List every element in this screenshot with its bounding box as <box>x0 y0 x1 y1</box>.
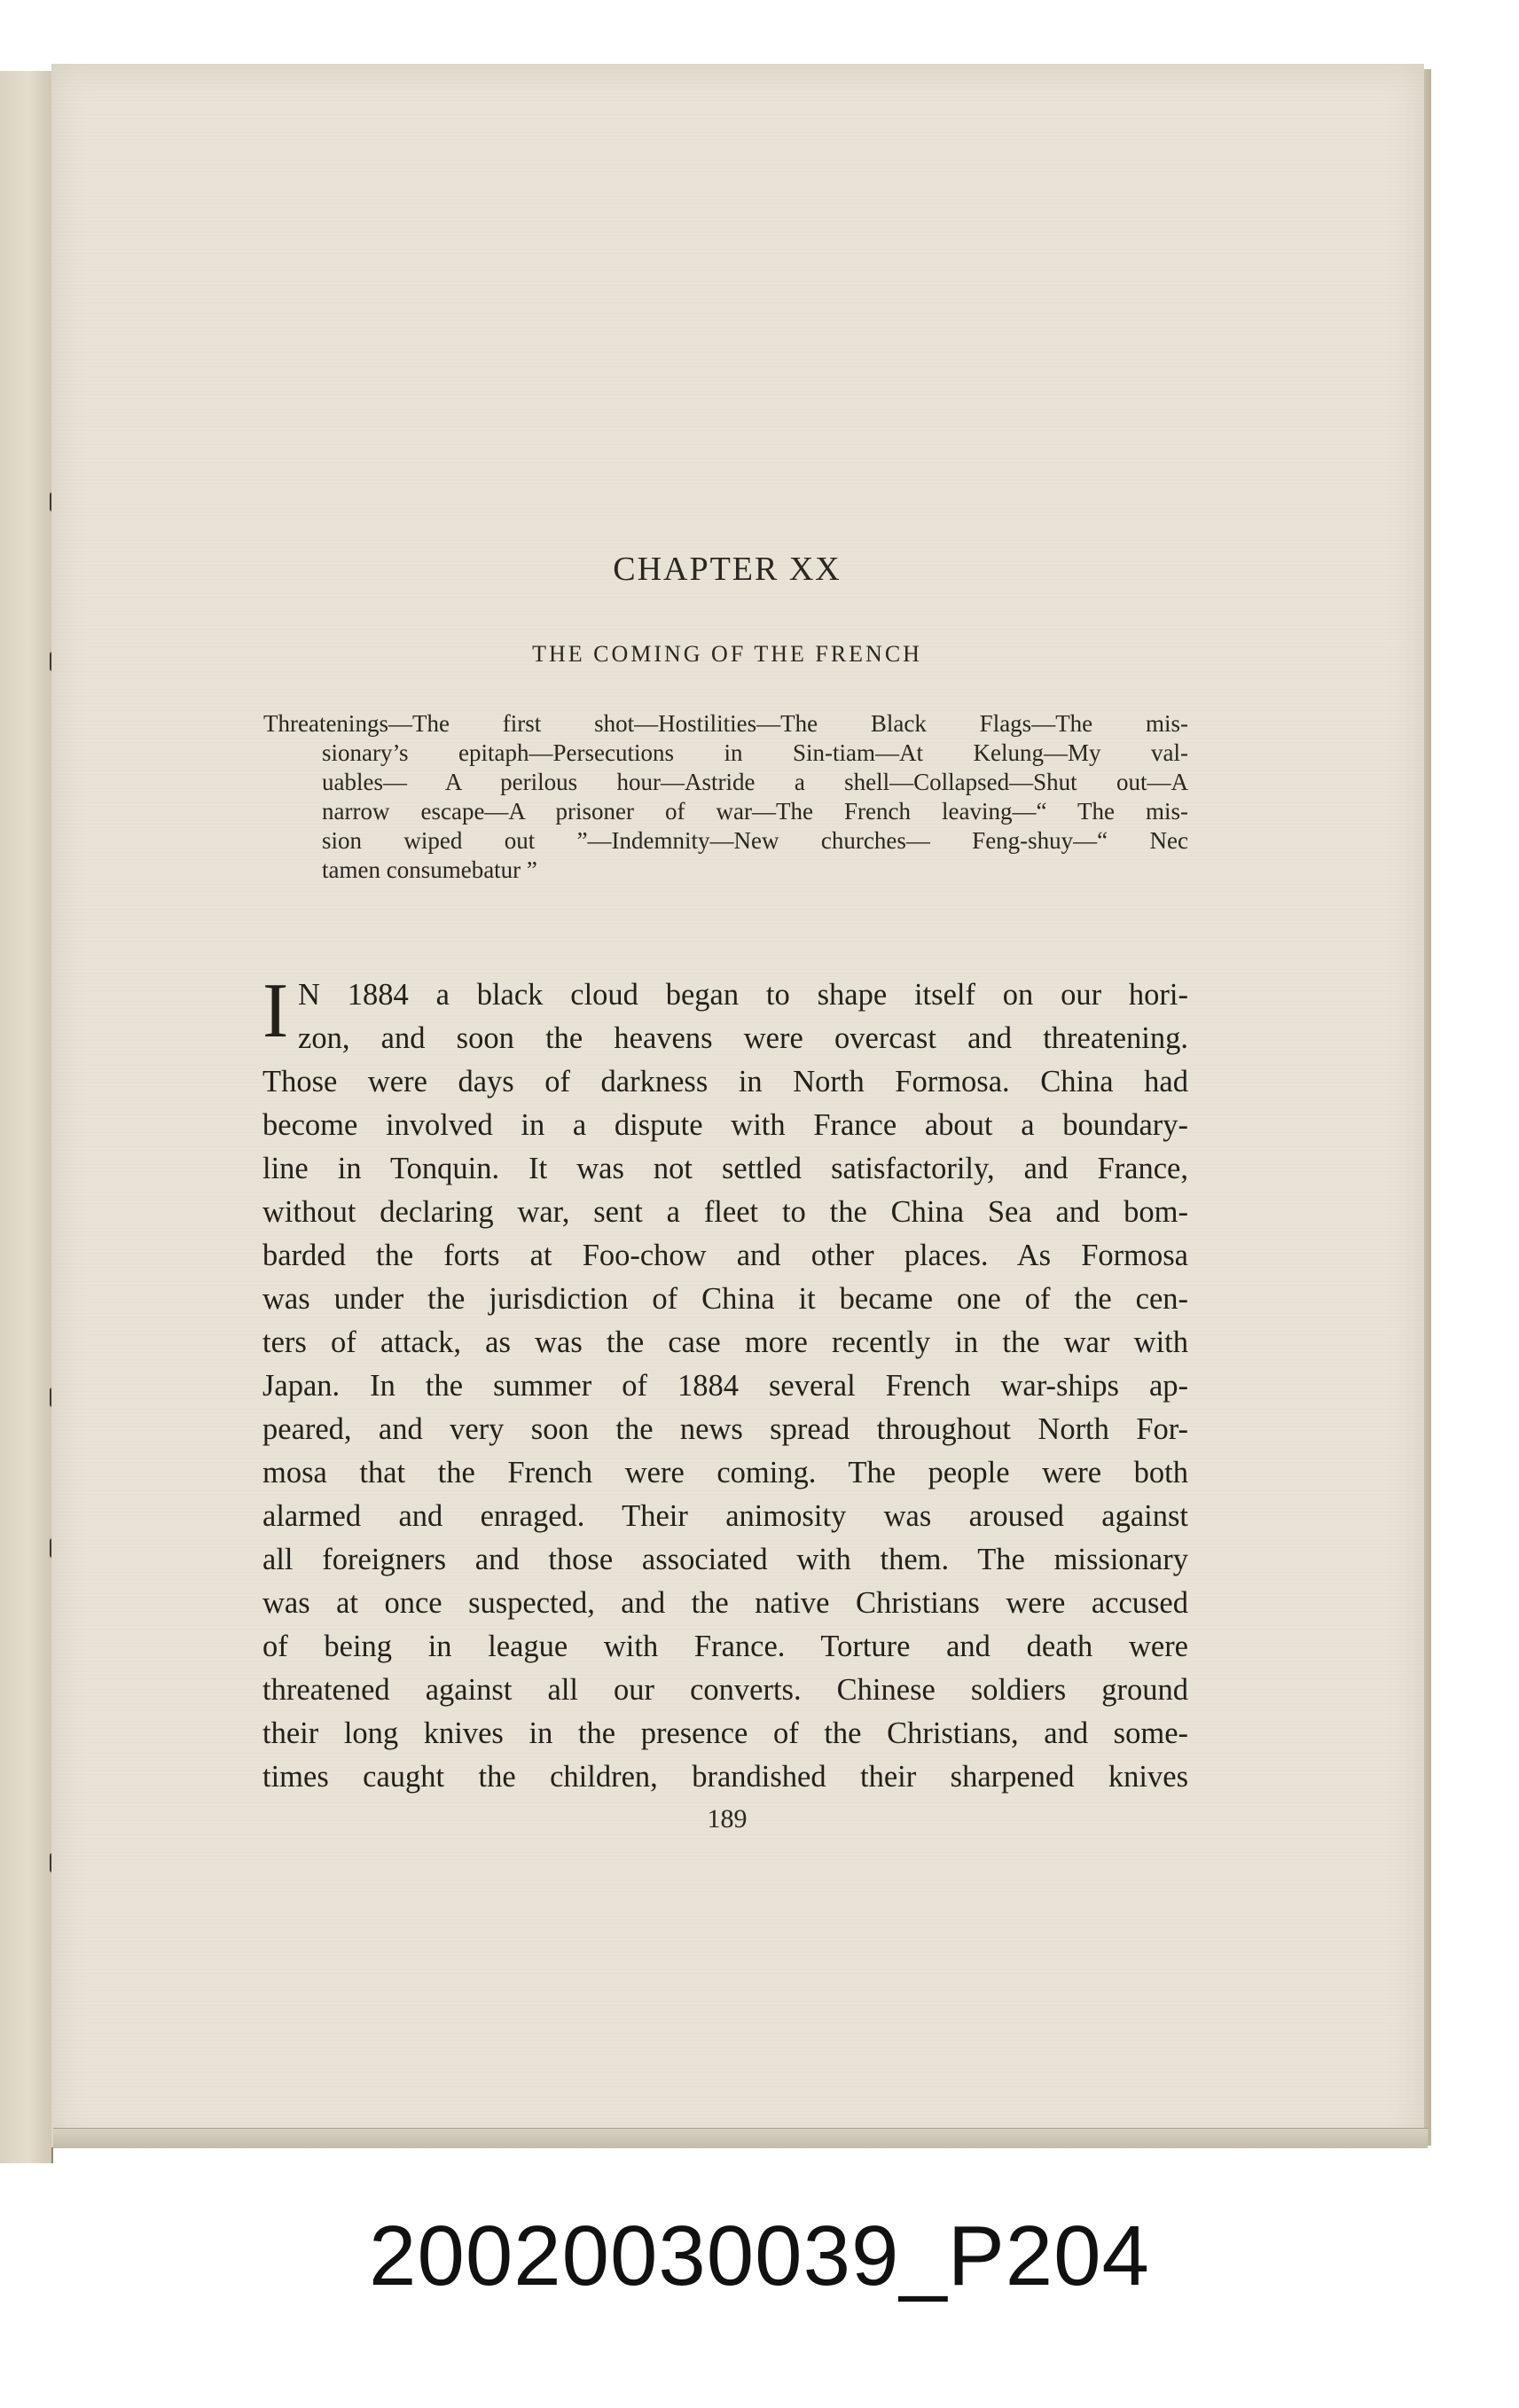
body-line: all foreigners and those associated with them. The missionary <box>262 1543 1188 1576</box>
drop-cap: I <box>262 968 289 1054</box>
body-line: become involved in a dispute with France about a boundary- <box>262 1108 1188 1142</box>
summary-line: sionary’s epitaph—Persecutions in Sin-tiam—At Kelung—My val- <box>322 739 1188 766</box>
body-line: threatened against all our converts. Chinese soldiers ground <box>262 1673 1188 1707</box>
summary-line: narrow escape—A prisoner of war—The French leaving—“ The mis- <box>322 798 1188 825</box>
body-line: times caught the children, brandished their sharpened knives <box>262 1760 1188 1794</box>
page-bottom-edge <box>53 2128 1428 2148</box>
chapter-subtitle: THE COMING OF THE FRENCH <box>532 641 922 667</box>
body-line: alarmed and enraged. Their animosity was aroused against <box>262 1499 1188 1533</box>
summary-line: Threatenings—The first shot—Hostilities—The Black Flags—The mis- <box>263 710 1188 737</box>
body-line: was at once suspected, and the native Christians were accused <box>262 1586 1188 1620</box>
left-page-edge <box>0 71 53 2163</box>
body-line: of being in league with France. Torture and death were <box>262 1630 1188 1663</box>
archive-id-label: 20020030039_P204 <box>369 2209 1150 2303</box>
body-line: ters of attack, as was the case more recently in the war with <box>262 1325 1188 1359</box>
body-text <box>262 968 1188 1799</box>
chapter-summary <box>263 709 1188 885</box>
body-line: mosa that the French were coming. The people were both <box>262 1456 1188 1489</box>
body-line: N 1884 a black cloud began to shape itself on our hori- <box>298 978 1188 1012</box>
body-line: zon, and soon the heavens were overcast and threatening. <box>298 1021 1188 1055</box>
body-line: Those were days of darkness in North Formosa. China had <box>262 1065 1188 1098</box>
body-line: barded the forts at Foo-chow and other places. As Formosa <box>262 1239 1188 1272</box>
summary-line: tamen consumebatur ” <box>322 856 537 883</box>
body-line: without declaring war, sent a fleet to the China Sea and bom- <box>262 1195 1188 1229</box>
body-line: line in Tonquin. It was not settled satisfactorily, and France, <box>262 1152 1188 1185</box>
body-line: peared, and very soon the news spread throughout North For- <box>262 1412 1188 1446</box>
body-line: was under the jurisdiction of China it became one of the cen- <box>262 1282 1188 1316</box>
page-number: 189 <box>707 1804 748 1833</box>
body-line: Japan. In the summer of 1884 several French war-ships ap- <box>262 1369 1188 1403</box>
body-line: their long knives in the presence of the Christians, and some- <box>262 1716 1188 1750</box>
chapter-title: CHAPTER XX <box>613 551 842 588</box>
summary-line: sion wiped out ”—Indemnity—New churches— Feng-shuy—“ Nec <box>322 827 1188 854</box>
summary-line: uables— A perilous hour—Astride a shell—Collapsed—Shut out—A <box>322 769 1188 795</box>
